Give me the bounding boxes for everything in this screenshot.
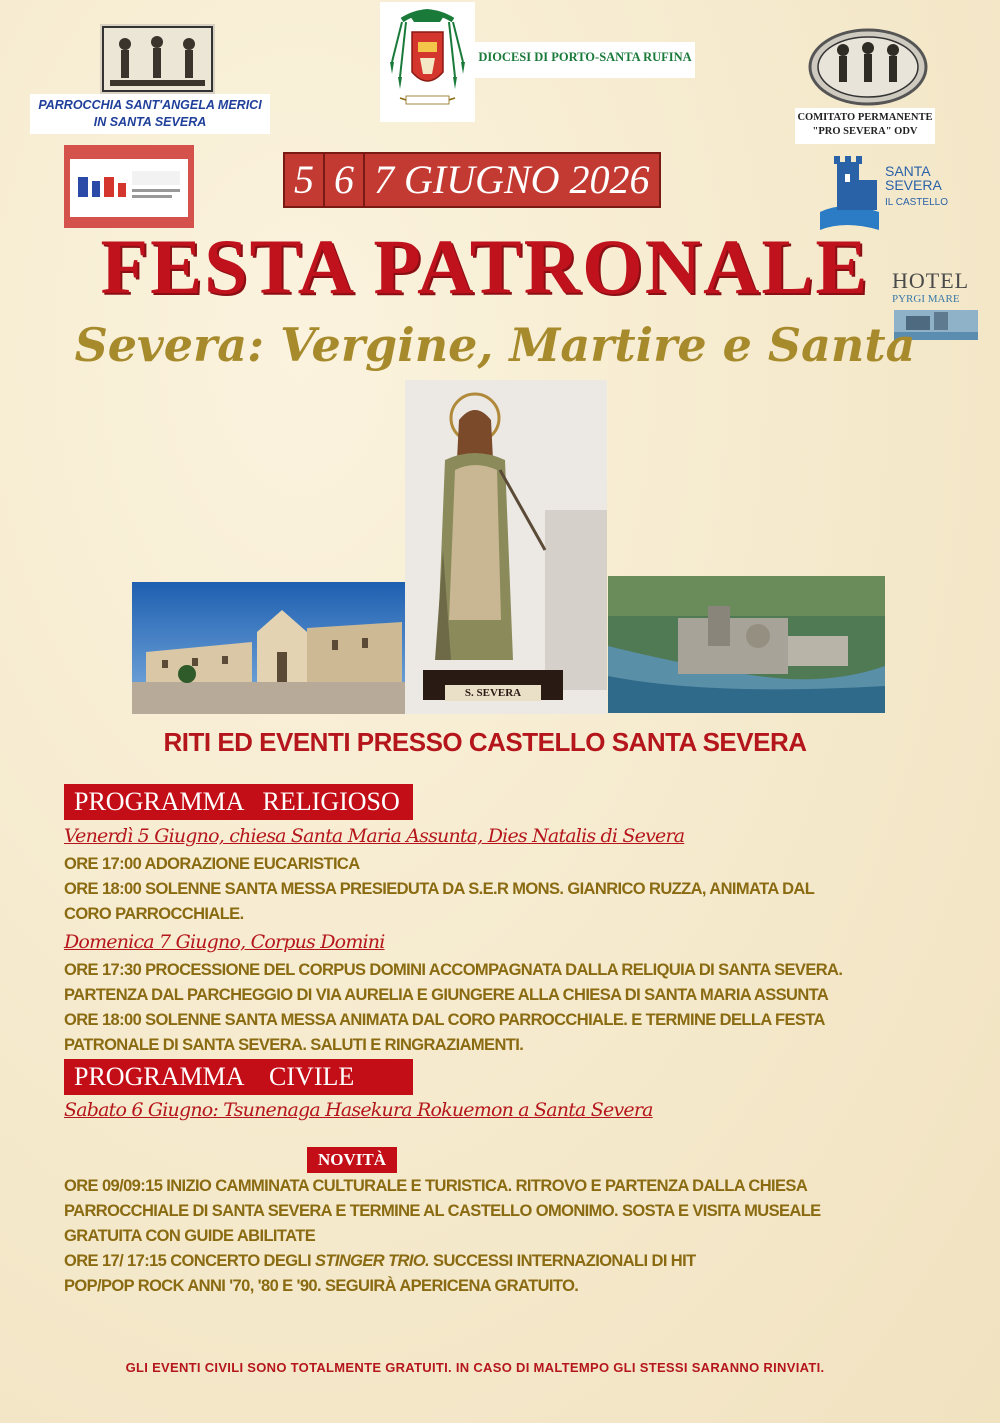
subtitle: Severa: Vergine, Martire e Santa	[74, 318, 916, 372]
footer-notice: GLI EVENTI CIVILI SONO TOTALMENTE GRATUITI. IN CASO DI MALTEMPO GLI STESSI SARANNO RINVIATI.	[125, 1360, 825, 1375]
hotel-logo-hotel: HOTEL	[892, 268, 970, 293]
saturday-program	[64, 1174, 944, 1299]
concert-description: SUCCESSI INTERNAZIONALI DI HIT	[429, 1252, 696, 1270]
date-day-7-month-year: 7 GIUGNO 2026	[374, 157, 650, 202]
saint-severa-statue-photo	[405, 380, 607, 714]
committee-label	[795, 108, 935, 144]
concert-line-1	[64, 1249, 944, 1274]
parish-name: PARROCCHIA SANT'ANGELA MERICI	[38, 98, 262, 112]
sunday-line-3: ORE 18:00 SOLENNE SANTA MESSA ANIMATA DAL CORO PARROCCHIALE. E TERMINE DELLA FESTA	[64, 1011, 825, 1029]
day-heading-sunday: Domenica 7 Giugno, Corpus Domini	[64, 931, 385, 953]
parish-logo-image	[100, 24, 215, 94]
programma-religioso-heading: PROGRAMMA RELIGIOSO	[64, 784, 413, 820]
statue-label: S. SEVERA	[464, 687, 522, 699]
day-heading-saturday: Sabato 6 Giugno: Tsunenaga Hasekura Rokuemon a Santa Severa	[64, 1099, 653, 1121]
riti-heading: RITI ED EVENTI PRESSO CASTELLO SANTA SEVERA	[163, 727, 807, 757]
castle-logo-santa: SANTA	[885, 163, 931, 179]
sunday-line-1: ORE 17:30 PROCESSIONE DEL CORPUS DOMINI ACCOMPAGNATA DALLA RELIQUIA DI SANTA SEVERA.	[64, 961, 843, 979]
sunday-program	[64, 958, 944, 1058]
festival-dates	[283, 152, 661, 208]
hotel-logo-name: PYRGI MARE	[892, 293, 960, 305]
committee-logo-image	[808, 28, 928, 106]
novita-badge: NOVITÀ	[307, 1147, 397, 1173]
date-day-6: 6	[325, 154, 365, 206]
main-title: FESTA PATRONALE	[100, 223, 870, 310]
castle-logo-severa: SEVERA	[885, 177, 942, 193]
saturday-line-1: ORE 09/09:15 INIZIO CAMMINATA CULTURALE E TURISTICA. RITROVO E PARTENZA DALLA CHIESA	[64, 1177, 808, 1195]
friday-program	[64, 852, 944, 927]
committee-subname: "PRO SEVERA" ODV	[812, 126, 918, 137]
committee-name: COMITATO PERMANENTE	[797, 112, 933, 123]
concert-band: STINGER TRIO.	[314, 1252, 430, 1270]
programma-civile-heading: PROGRAMMA CIVILE	[64, 1059, 413, 1095]
friday-line-3: CORO PARROCCHIALE.	[64, 905, 244, 923]
saturday-line-2: PARROCCHIALE DI SANTA SEVERA E TERMINE AL CASTELLO OMONIMO. SOSTA E VISITA MUSEALE	[64, 1202, 821, 1220]
diocese-coat-of-arms	[380, 2, 475, 122]
parish-location: IN SANTA SEVERA	[93, 115, 207, 129]
castle-logo-castello: IL CASTELLO	[885, 197, 948, 208]
diocese-label: DIOCESI DI PORTO-SANTA RUFINA	[475, 42, 695, 78]
castle-aerial-photo	[608, 576, 885, 713]
church-photo	[132, 582, 408, 714]
concert-line-2: POP/POP ROCK ANNI '70, '80 E '90. SEGUIRÀ APERICENA GRATUITO.	[64, 1277, 579, 1295]
friday-line-1: ORE 17:00 ADORAZIONE EUCARISTICA	[64, 855, 360, 873]
concert-time: ORE 17/ 17:15 CONCERTO DEGLI	[64, 1252, 315, 1270]
five-per-thousand-badge	[64, 145, 194, 228]
parish-logo-label	[30, 94, 270, 134]
day-heading-friday: Venerdì 5 Giugno, chiesa Santa Maria Assunta, Dies Natalis di Severa	[64, 825, 685, 847]
friday-line-2: ORE 18:00 SOLENNE SANTA MESSA PRESIEDUTA DA S.E.R MONS. GIANRICO RUZZA, ANIMATA DAL	[64, 880, 815, 898]
date-day-5: 5	[285, 154, 325, 206]
sunday-line-4: PATRONALE DI SANTA SEVERA. SALUTI E RINGRAZIAMENTI.	[64, 1036, 524, 1054]
saturday-line-3: GRATUITA CON GUIDE ABILITATE	[64, 1227, 316, 1245]
sunday-line-2: PARTENZA DAL PARCHEGGIO DI VIA AURELIA E GIUNGERE ALLA CHIESA DI SANTA MARIA ASSUNTA	[64, 986, 829, 1004]
